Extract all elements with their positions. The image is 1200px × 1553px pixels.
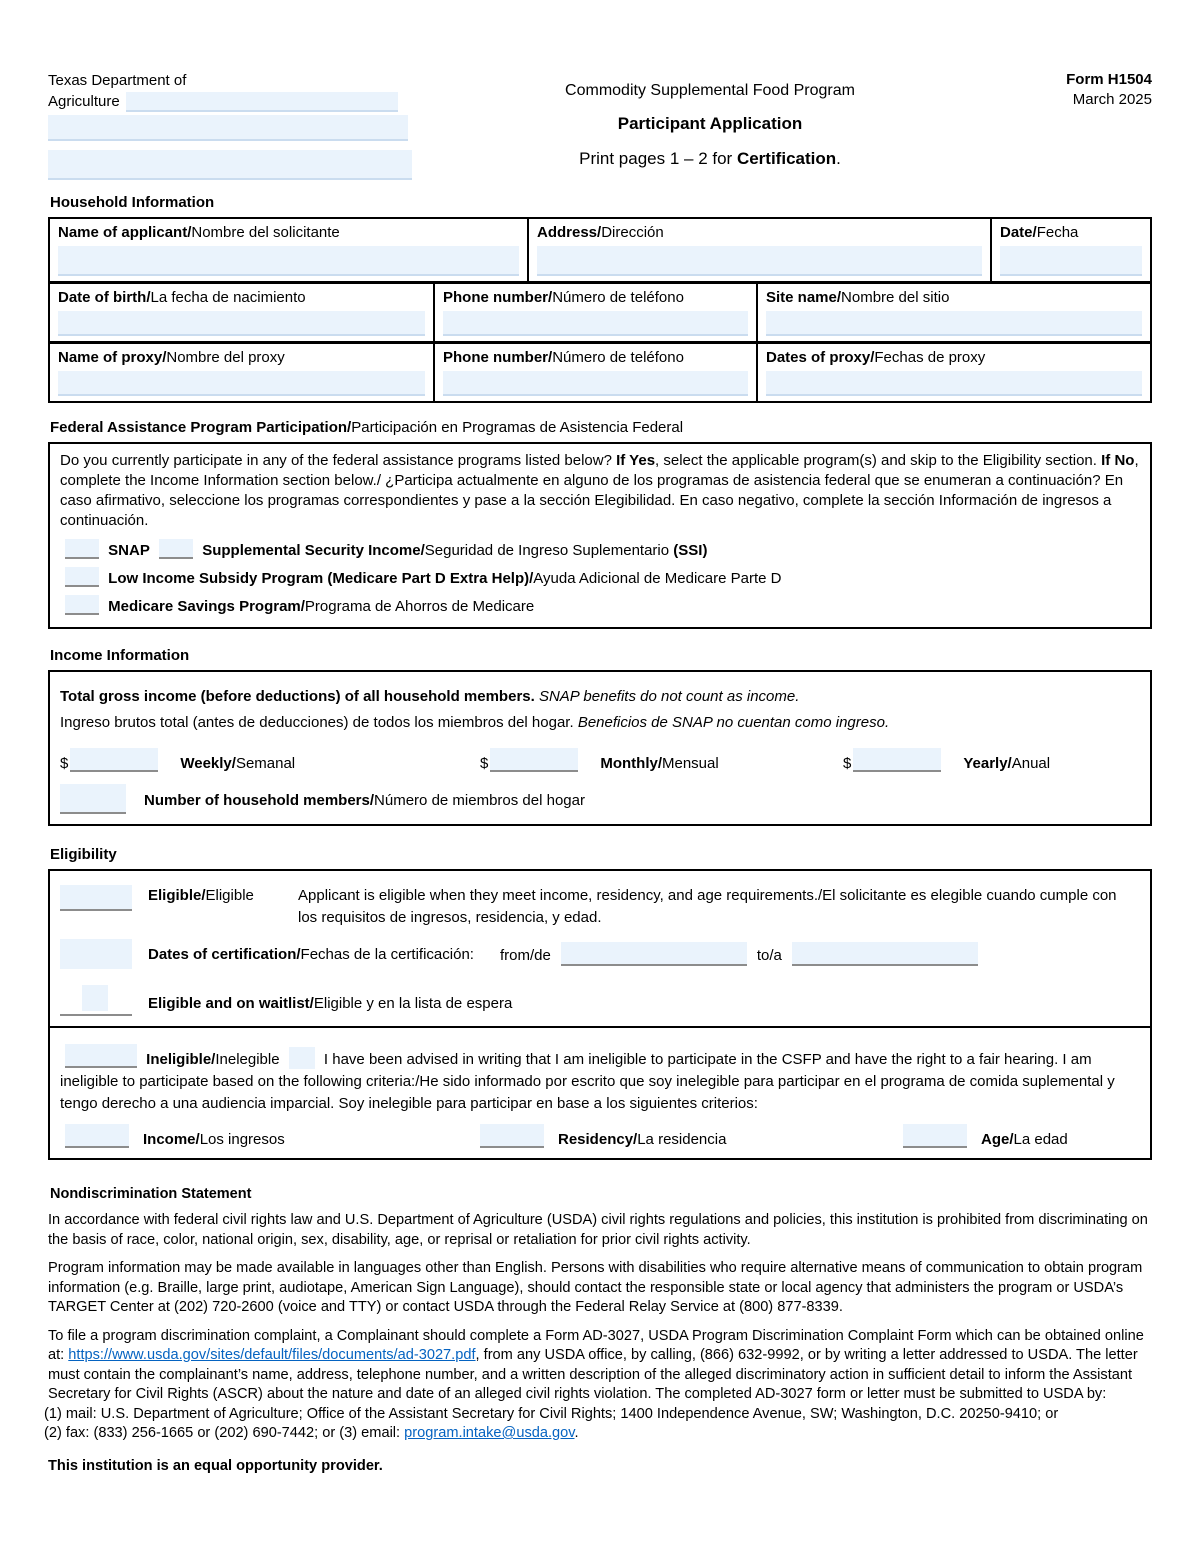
applicant-name-cell [50,219,527,281]
waitlist-row [60,984,1140,1016]
income-criteria-input[interactable] [65,1124,129,1148]
dollar-sign: $ [480,755,489,772]
certification-from-input[interactable] [561,942,747,966]
label-en: Number of household members/ [144,792,375,809]
criteria-age [898,1124,1068,1148]
label-en: Phone number/ [443,349,553,366]
table-row [50,341,1150,401]
label-es: Número de teléfono [552,349,684,366]
site-name-cell [756,284,1150,341]
text-segment [150,542,154,559]
label-es: Nombre del sitio [841,289,950,306]
to-label: to/a [756,947,782,964]
eligible-description: Applicant is eligible when they meet income, residency, and age requirements./El solicitante es elegible cuando cumple con los requisitos de ingresos, residencia, y edad. [298,887,1117,926]
text-segment: (SSI) [673,542,708,559]
text-segment: If No [1101,452,1135,469]
form-title-block [428,70,992,169]
label-es: Anual [1011,755,1051,772]
label-en: Name of proxy/ [58,349,167,366]
label-es: Fecha [1036,224,1079,241]
text-segment: If Yes [616,452,656,469]
text-segment: Inelegible [215,1051,284,1068]
dob-input[interactable] [58,311,425,336]
option-low-income-subsidy [60,565,1140,593]
label-en: Income/ [143,1131,200,1148]
nds-fax-email-line [44,1424,1152,1444]
print-note-bold: Certification [736,149,837,168]
ineligible-box [48,1026,1152,1160]
income-line1-italic: SNAP benefits do not count as income. [534,688,800,705]
ineligible-ack-box[interactable] [289,1047,315,1069]
label-en: Residency/ [558,1131,638,1148]
snap-checkbox[interactable] [65,539,99,559]
criteria-residency [475,1124,898,1148]
text-segment: (2) fax: (833) 256-1665 or (202) 690-7442; or (3) email: [44,1425,405,1441]
applicant-name-label [58,222,519,244]
from-label: from/de [499,947,551,964]
form-number: Form H1504 [1066,71,1152,88]
label-en: Phone number/ [443,289,553,306]
label-es: Mensual [662,755,719,772]
label-en: Weekly/ [180,755,236,772]
label-es: Semanal [235,755,296,772]
weekly-group [60,748,480,772]
table-row [50,219,1150,281]
proxy-name-input[interactable] [58,371,425,396]
ad-3027-link[interactable]: https://www.usda.gov/sites/default/files/documents/ad-3027.pdf [68,1347,476,1363]
label-es: Eligible [205,887,254,904]
label-en: Date/ [1000,224,1037,241]
household-members-input[interactable] [60,784,126,814]
nds-paragraph-1: In accordance with federal civil rights law and U.S. Department of Agriculture (USDA) civil rights regulations and policies, this institution is prohibited from discriminating on the basis of race, color, national origin, sex, disability, age, or reprisal or retaliation for prior civil rights activity. [48,1212,1148,1248]
nds-paragraph-2: Program information may be made available in languages other than English. Persons with disabilities who require alternative means of communication to obtain program information (e.g. Braille, large print, audiotape, American Sign Language), should contact the responsible state or local agency that administers the program or USDA’s TARGET Center at (202) 720-2600 (voice and TTY) or contact USDA through the Federal Relay Service at (800) 877-8339. [48,1260,1143,1315]
text-segment: , from any USDA office, by calling, (866) 632-9992, or by writing a letter addressed to USDA. The letter must contain the complainant’s name, address, telephone number, and a written description of the alleged discriminatory action in sufficient detail to inform the Assistant Secretary for Civil Rights (ASCR) about the nature and date of an alleged civil rights violation. The completed AD-3027 form or letter must be submitted to USDA by: [48,1347,1138,1402]
nds-paragraph-3 [48,1327,1152,1405]
label-es: La fecha de nacimiento [150,289,306,306]
label-es: Fechas de la certificación: [300,945,474,963]
text-segment: I have been advised in writing that I am ineligible to participate in the CSFP and have the right to a fair hearing. I am ineligible to participate based on the following criteria:/He sido informado por escrito que soy inelegible para participar en el programa de comida suplemental y tengo derecho a una audiencia imparcial. Soy inelegible para participar en base a los siguientes criterios: [60,1051,1115,1112]
agency-name-row [48,91,428,112]
weekly-amount-input[interactable] [70,748,158,772]
income-heading: Income Information [50,647,190,664]
weekly-label [180,755,295,772]
label-en: Eligible/ [148,887,206,904]
dob-cell [50,284,433,341]
age-criteria-input[interactable] [903,1124,967,1148]
table-row [50,281,1150,341]
site-name-input[interactable] [766,311,1142,336]
site-name-label [766,287,1142,309]
nondiscrimination-heading: Nondiscrimination Statement [50,1186,252,1202]
proxy-name-cell [50,344,433,401]
criteria-row [60,1124,1140,1148]
label-en: Monthly/ [600,755,662,772]
income-box [48,670,1152,826]
phone-input[interactable] [443,311,748,336]
agency-block [48,70,428,180]
label-es: Eligible y en la lista de espera [313,995,513,1012]
text-segment: To file a program discrimination complaint, a Complainant should complete a Form AD-3027, USDA Program Discrimination Complaint Form which can be obtained online at: [48,1327,1144,1363]
income-amount-row [60,748,1140,772]
eligible-label [148,885,298,929]
text-segment: Supplemental Security Income/ [202,542,425,559]
form-date: March 2025 [1072,91,1152,108]
federal-box [48,442,1152,629]
proxy-name-label [58,347,425,369]
certification-dates-label [148,946,474,963]
eligible-blank[interactable] [60,885,132,911]
text-segment: Ineligible/ [146,1051,216,1068]
label-en: Dates of proxy/ [766,349,875,366]
criteria-income [60,1124,475,1148]
yearly-amount-input[interactable] [853,748,941,772]
agency-name-line2: Agriculture [48,93,120,110]
label-en: Site name/ [766,289,842,306]
nondiscrimination-section [44,1186,1152,1476]
household-table [48,217,1152,403]
ineligible-paragraph [60,1044,1140,1115]
header-field-3[interactable] [48,150,412,180]
proxy-phone-input[interactable] [443,371,748,396]
text-segment: Medicare Savings Program/ [108,598,305,615]
eligibility-box [48,869,1152,1028]
label-es: Nombre del solicitante [191,224,340,241]
income-line2-italic: Beneficios de SNAP no cuentan como ingreso. [577,714,890,731]
nds-mail-line: (1) mail: U.S. Department of Agriculture; Office of the Assistant Secretary for Civil Rights; 1400 Independence Avenue, SW; Washington, D.C. 20250-9410; or [44,1405,1059,1422]
heading-en: Federal Assistance Program Participation/ [50,419,352,436]
text-segment: . [574,1425,579,1441]
applicant-name-input[interactable] [58,246,519,276]
heading-es: Participación en Programas de Asistencia Federal [351,419,684,436]
from-to-fields [500,942,988,966]
print-note-prefix: Print pages 1 – 2 for [579,149,737,168]
text-segment: Ayuda Adicional de Medicare Parte D [533,570,782,587]
income-line2-plain: Ingreso brutos total (antes de deducciones) de todos los miembros del hogar. [60,714,578,731]
label-en: Name of applicant/ [58,224,192,241]
certification-dates-field[interactable] [60,939,132,969]
label-en: Dates of certification/ [148,945,301,963]
label-en: Address/ [537,224,602,241]
phone-label [443,287,748,309]
date-cell [990,219,1150,281]
date-label [1000,222,1142,244]
text-segment: Do you currently participate in any of the federal assistance programs listed below? [60,452,617,469]
text-segment: Seguridad de Ingreso Suplementario [424,542,674,559]
proxy-dates-input[interactable] [766,371,1142,396]
label-es: Número de teléfono [552,289,684,306]
phone-cell [433,284,756,341]
dob-label [58,287,425,309]
address-input[interactable] [537,246,982,276]
label-es: Nombre del proxy [166,349,285,366]
household-heading: Household Information [50,194,215,211]
proxy-dates-label [766,347,1142,369]
label-es: Dirección [601,224,664,241]
waitlist-blank[interactable] [60,984,132,1016]
text-segment: , complete the Income Information section below./ ¿Participa actualmente en alguno de los programas de asistencia federal que se enumeran a continuación? En caso afirmativo, seleccione los programas correspondientes y pase a la sección Elegibilidad. En caso negativo, complete la sección Información de ingresos a continuación. [60,452,1139,529]
option-snap-ssi [60,537,1140,565]
low-income-subsidy-checkbox[interactable] [65,567,99,587]
proxy-phone-label [443,347,748,369]
address-cell [527,219,990,281]
eligible-row [60,885,1140,929]
form-meta [992,70,1152,110]
print-note-suffix: . [836,149,841,168]
federal-intro [60,451,1140,531]
address-label [537,222,982,244]
dollar-sign: $ [60,755,69,772]
federal-heading [50,419,1152,436]
equal-opportunity-line: This institution is an equal opportunity provider. [48,1457,383,1474]
waitlist-checkbox[interactable] [82,985,108,1011]
income-line1-bold: Total gross income (before deductions) of all household members. [60,688,535,705]
dollar-sign: $ [843,755,852,772]
print-note [428,149,992,169]
label-es: La residencia [637,1131,727,1148]
ssi-checkbox[interactable] [159,539,193,559]
label-es: Número de miembros del hogar [374,792,585,809]
yearly-label [963,755,1050,772]
label-en: Yearly/ [963,755,1012,772]
medicare-savings-checkbox[interactable] [65,595,99,615]
household-members-label [144,788,585,814]
date-input[interactable] [1000,246,1142,276]
text-segment: Programa de Ahorros de Medicare [304,598,535,615]
option-medicare-savings [60,593,1140,621]
income-line2 [60,714,1140,731]
page-title: Participant Application [617,114,803,133]
label-es: Los ingresos [199,1131,285,1148]
residency-criteria-input[interactable] [480,1124,544,1148]
proxy-dates-cell [756,344,1150,401]
income-line1 [60,688,1140,705]
label-es: Fechas de proxy [874,349,986,366]
header-field-1[interactable] [126,92,398,112]
program-name: Commodity Supplemental Food Program [565,82,855,99]
program-intake-email-link[interactable]: program.intake@usda.gov [404,1425,575,1441]
text-segment: , select the applicable program(s) and skip to the Eligibility section. [655,452,1102,469]
text-segment: Low Income Subsidy Program (Medicare Part D Extra Help)/ [108,570,534,587]
monthly-label [600,755,718,772]
agency-name-line1: Texas Department of [48,72,187,89]
header-field-2[interactable] [48,115,408,141]
form-header [48,70,1152,180]
ineligible-blank[interactable] [65,1044,137,1068]
label-es: La edad [1013,1131,1068,1148]
eligibility-heading: Eligibility [50,846,117,863]
household-members-row [60,784,1140,814]
label-en: Eligible and on waitlist/ [148,995,314,1012]
federal-options [60,537,1140,621]
proxy-phone-cell [433,344,756,401]
monthly-group [480,748,843,772]
label-en: Age/ [981,1131,1014,1148]
label-en: Date of birth/ [58,289,151,306]
text-segment: SNAP [108,542,150,559]
monthly-amount-input[interactable] [490,748,578,772]
certification-dates-row [60,939,1140,969]
yearly-group [843,748,1050,772]
waitlist-label [148,992,512,1016]
certification-to-input[interactable] [792,942,978,966]
